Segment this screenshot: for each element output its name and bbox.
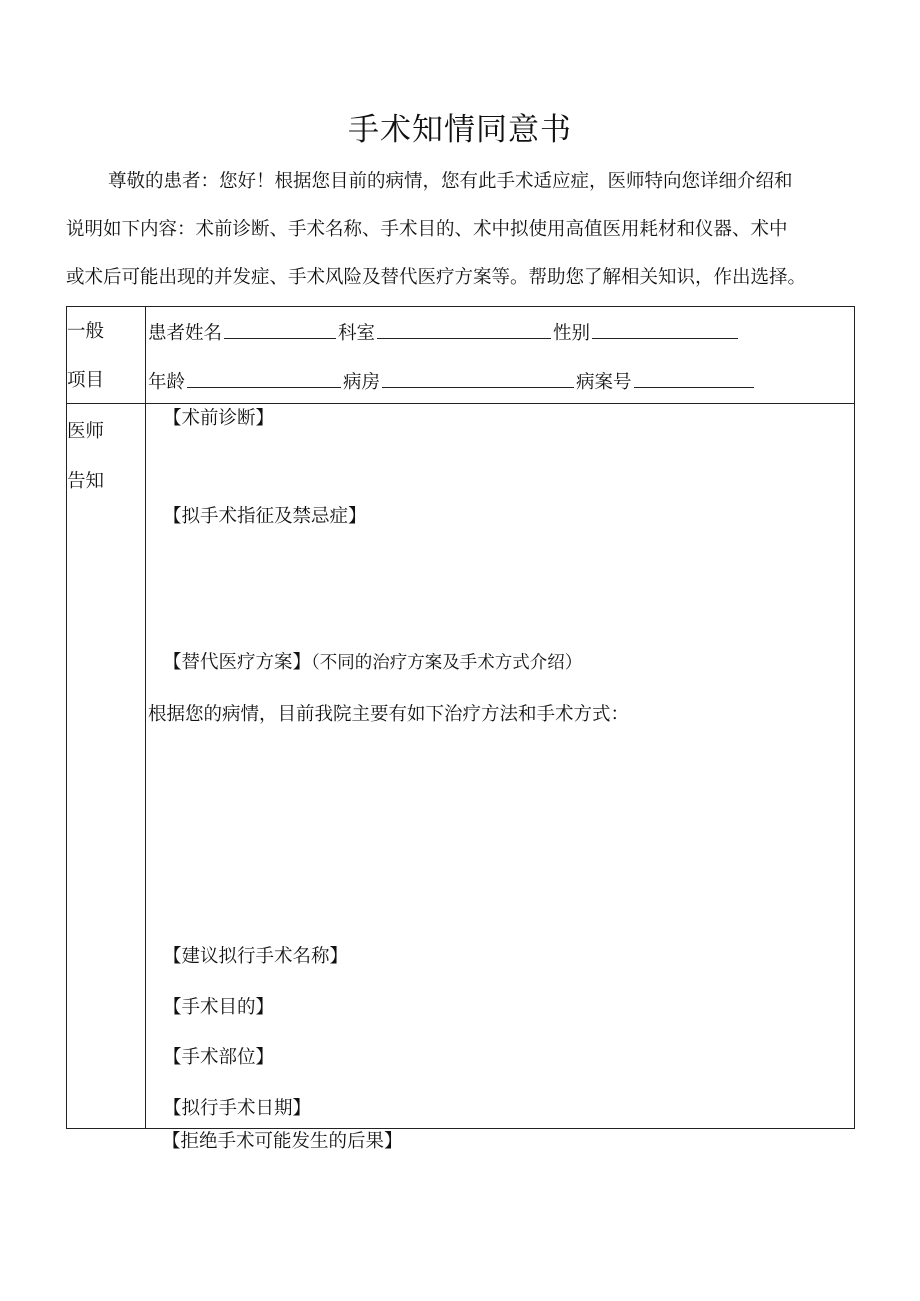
surgery-site-heading: 【手术部位】 [163,1047,275,1068]
gender-field[interactable] [592,320,738,339]
surgery-date-heading: 【拟行手术日期】 [163,1098,312,1119]
notice-label-line-1: 医师 [67,421,105,442]
record-no-label: 病案号 [576,372,632,393]
refusal-consequences-heading: 【拒绝手术可能发生的后果】 [162,1131,403,1152]
consent-form-table [66,306,855,1129]
general-label-line-1: 一般 [67,321,105,342]
alternatives-title: 【替代医疗方案】 [163,652,312,673]
document-title: 手术知情同意书 [348,112,572,148]
intro-line-1: 尊敬的患者：您好！根据您目前的病情，您有此手术适应症，医师特向您详细介绍和 [108,171,793,192]
proposed-surgery-heading: 【建议拟行手术名称】 [163,946,349,967]
indications-heading: 【拟手术指征及禁忌症】 [163,506,367,527]
ward-field[interactable] [382,369,574,388]
table-column-divider [145,307,146,1128]
alternatives-note: （不同的治疗方案及手术方式介绍） [311,653,583,673]
age-label: 年龄 [148,372,186,393]
patient-name-field[interactable] [224,320,336,339]
surgery-purpose-heading: 【手术目的】 [163,997,275,1018]
general-fields-row-2 [148,369,756,395]
age-field[interactable] [187,369,341,388]
alternatives-text: 根据您的病情，目前我院主要有如下治疗方法和手术方式： [148,704,630,725]
table-row-divider [67,403,854,404]
intro-line-2: 说明如下内容：术前诊断、手术名称、手术目的、术中拟使用高值医用耗材和仪器、术中 [66,219,788,240]
preop-diagnosis-heading: 【术前诊断】 [163,408,275,429]
general-label-line-2: 项目 [67,370,105,391]
alternatives-heading [163,651,582,675]
department-label: 科室 [338,323,376,344]
gender-label: 性别 [553,323,591,344]
notice-label-line-2: 告知 [67,471,105,492]
patient-name-label: 患者姓名 [148,323,223,344]
department-field[interactable] [377,320,551,339]
ward-label: 病房 [343,372,381,393]
intro-line-3: 或术后可能出现的并发症、手术风险及替代医疗方案等。帮助您了解相关知识，作出选择。 [66,267,807,288]
general-fields-row-1 [148,320,740,346]
record-no-field[interactable] [634,369,754,388]
